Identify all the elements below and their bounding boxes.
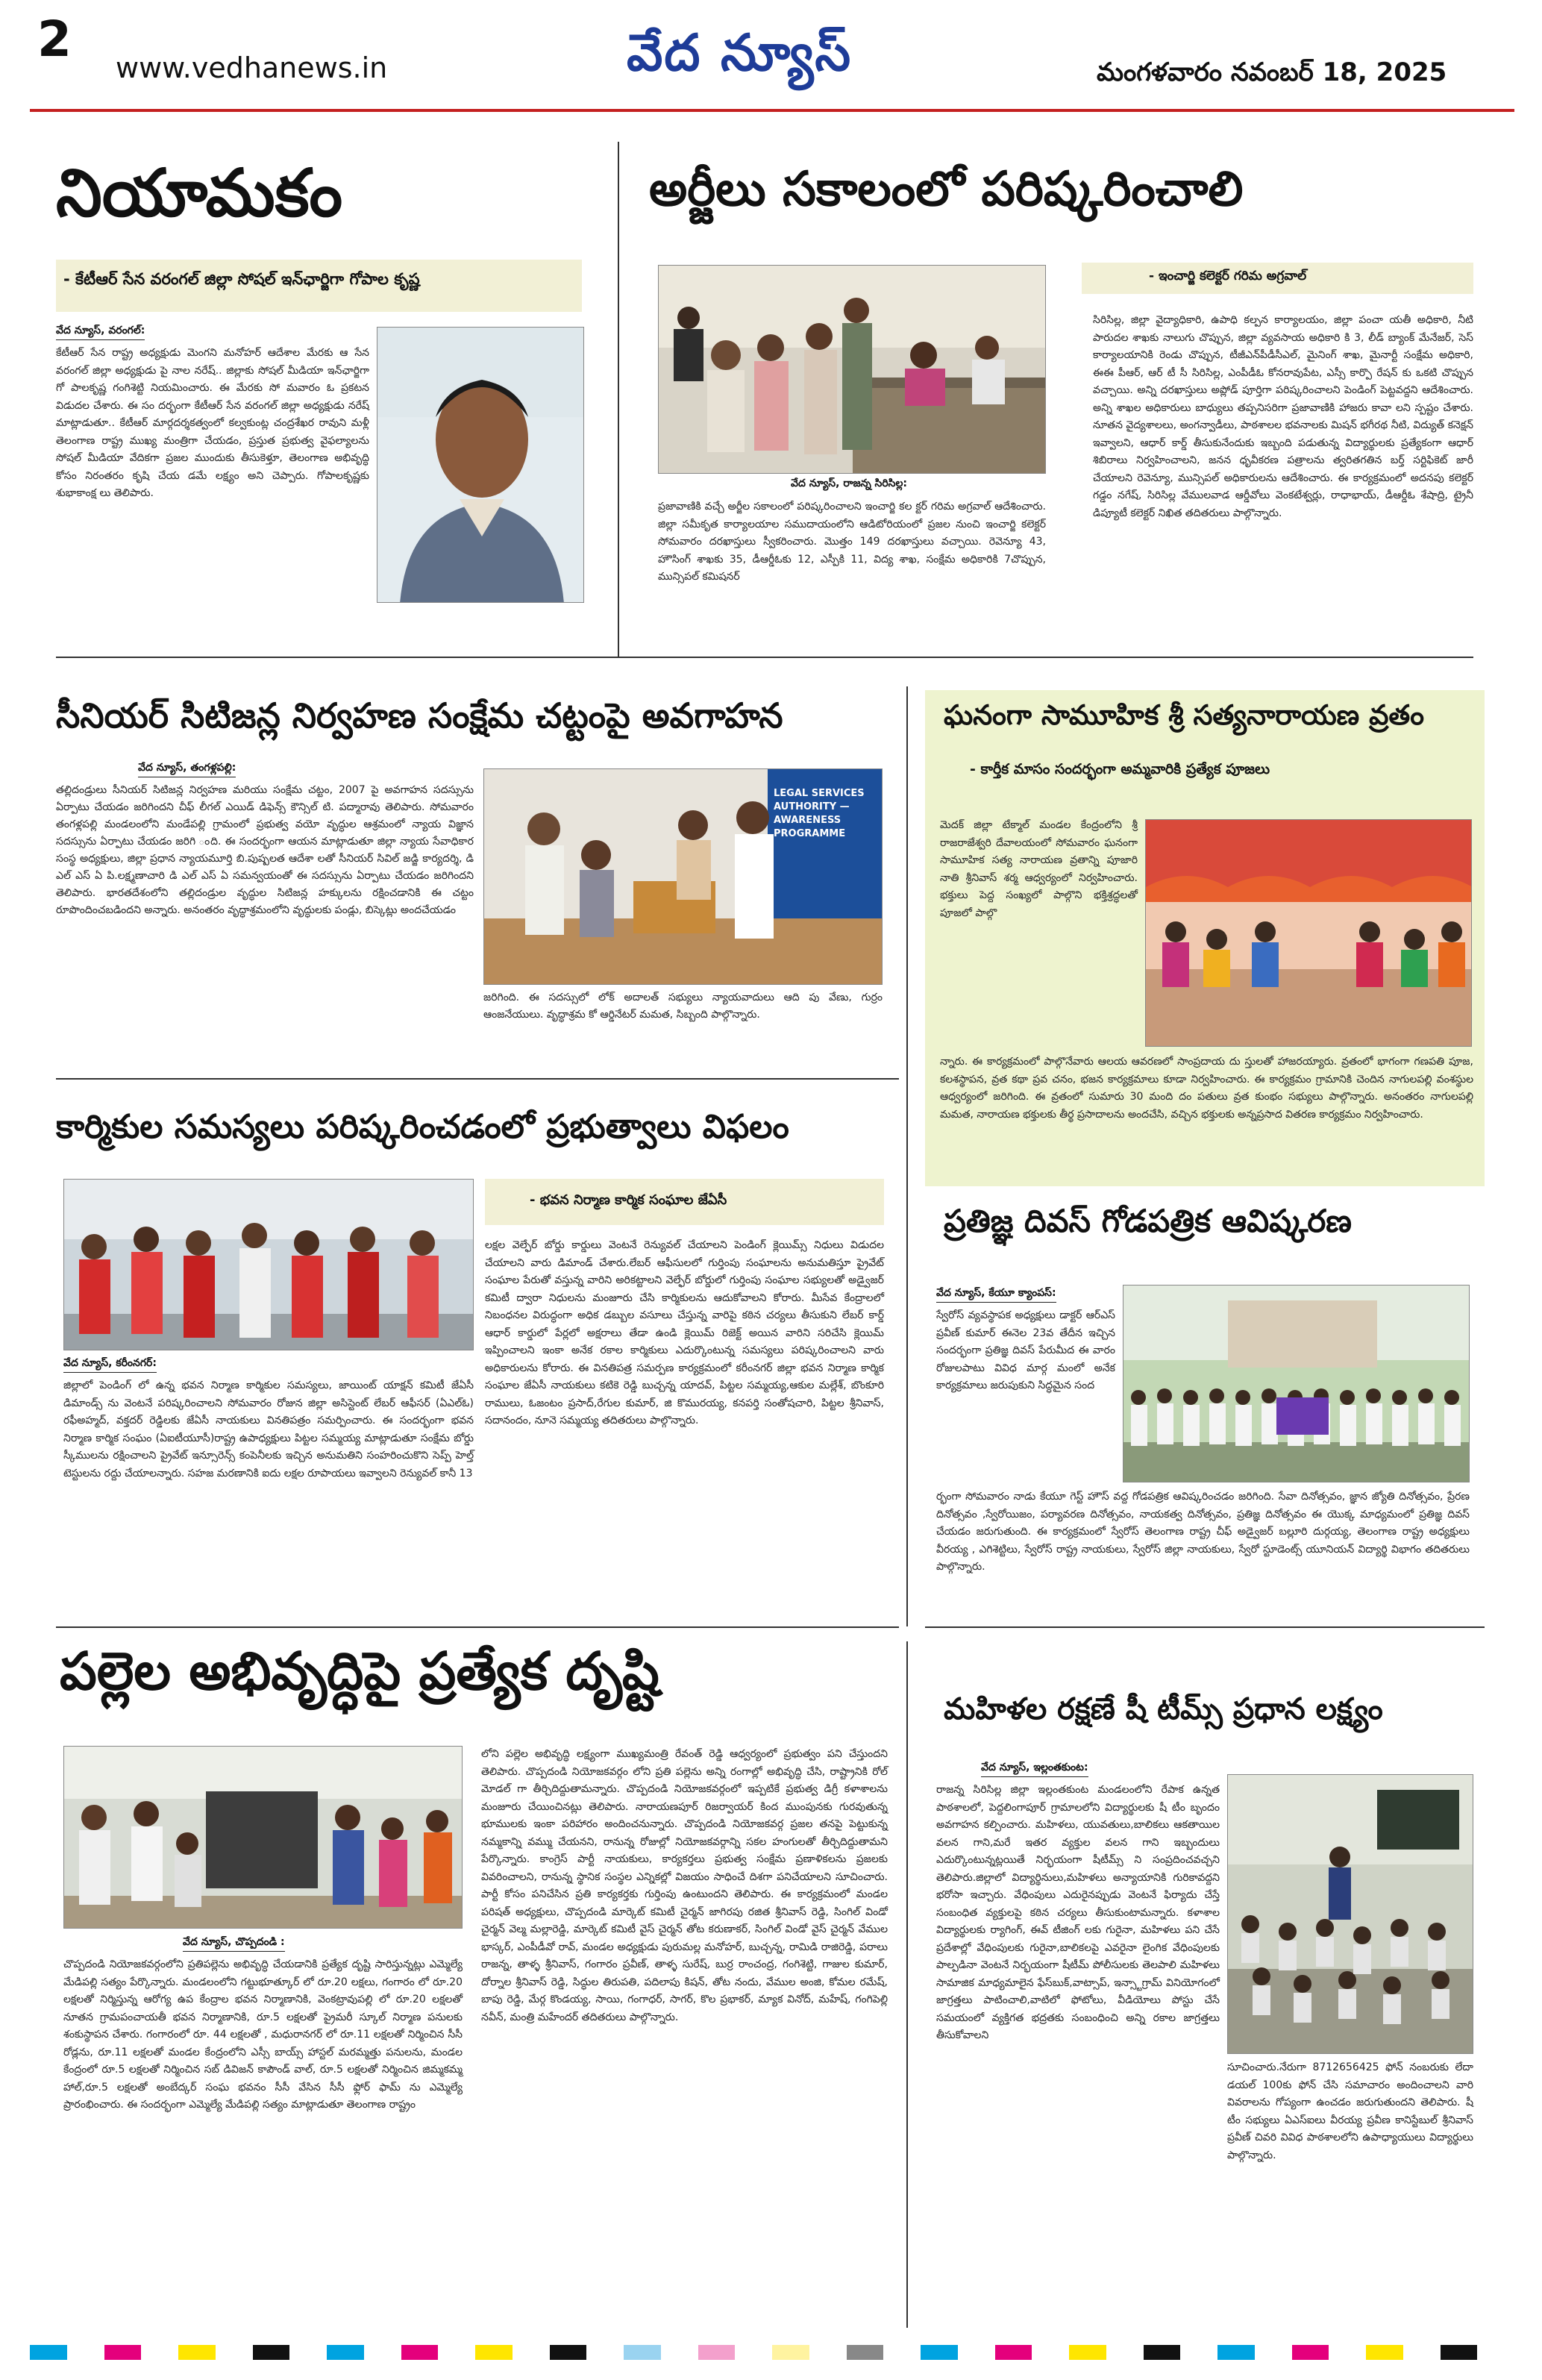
- senior-text: [56, 760, 474, 919]
- villages-body-left: చొప్పదండి నియోజకవర్గంలోని ప్రతిపల్లెను అభివృద్ధి చేయడానికి ప్రత్యేక దృష్టి సారిస్తున్నట్లు ఎమ్మెల్యే మేడిపల్లి సత్యం పేర్కొన్నారు. మండలంలోని గట్టుభూత్కూర్ లో రూ.20 లక్షలు, గంగారం లో రూ.20 లక్షలతో నిర్మిస్తున్న ఆరోగ్య ఉప కేంద్రాల భవన నిర్మాణానికి, వెంకట్రావుపల్లి లో రూ.20 లక్షలతో నూతన గ్రామపంచాయతీ భవన నిర్మాణానికి, రూ.5 లక్షలతో ప్రైమరీ స్కూల్ నిర్మాణ పనులకు శంకుస్థాపన చేశారు. గంగారంలో రూ. 44 లక్షలతో , మధురానగర్ లో రూ.11 లక్షలతో నిర్మించిన సీసీ రోడ్లను, రూ.11 లక్షలతో మండల కేంద్రంలోని ఎస్సీ బాయ్స్ హాస్టల్ మరమ్మత్తు పనులను, మండల కేంద్రంలో రూ.5 లక్షలతో నిర్మించిన సబ్ డివిజన్ కాపౌండ్ వాల్, రూ.5 లక్షలతో నిర్మించిన జిమ్మకమ్మ హాల్,రూ.5 లక్షలతో అంబేద్కర్ సంఘ భవనం సీసీ వేసిన సీసీ ఫ్లోర్ ఫామ్ ను ఎమ్మెల్యే ప్రారంభించారు. ఈ సందర్భంగా ఎమ్మెల్యే మేడిపల్లి సత్యం మాట్లాడుతూ తెలంగాణ రాష్ట్రం: [63, 1958, 463, 2111]
- grievance-subhead: - ఇంచార్జి కలెక్టర్ గరిమ అగ్రవాల్: [1082, 263, 1473, 294]
- grievance-photo: [658, 265, 1046, 474]
- grievance-body-left: ప్రజావాణికి వచ్చే అర్జీల సకాలంలో పరిష్కరించాలని ఇంచార్జి కల క్టర్ గరిమ అగ్రవాల్ ఆదేశించారు. జిల్లా సమీకృత కార్యాలయాల సముదాయంలోని ఆడిటోరియంలో ప్రజల నుంచి ఇంచార్జి కలెక్టర్ సోమవారం దరఖాస్తులు స్వీకరించారు. మొత్తం 149 దరఖాస్తులు వచ్చాయి. రెవెన్యూ 43, హౌసింగ్ శాఖకు 35, డీఆర్డీఓకు 12, ఎస్పీకి 11, విద్య శాఖ, సంక్షేమ అధికారికి 7చొప్పున, మున్సిపల్ కమిషనర్: [658, 501, 1046, 583]
- pledge-body-wrap: స్వేరోస్ వ్యవస్థాపక అధ్యక్షులు డాక్టర్ ఆర్ఎస్ ప్రవీణ్ కుమార్ ఈనెల 23వ తేదీన ఇచ్చిన సందర్భంగా ప్రతిజ్ఞ దివస్ పేరుమీద ఈ వారం రోజులపాటు వివిధ మార్గ మంలో అనేక కార్యక్రమాలు జరుపుకుని సిద్ధమైన సంద: [936, 1309, 1115, 1391]
- row-divider: [56, 1078, 899, 1080]
- she-teams-text: [936, 1759, 1220, 2045]
- senior-dateline: వేద న్యూస్, తంగళ్లపల్లి:: [138, 762, 236, 777]
- she-teams-body-left: రాజన్న సిరిసిల్ల జిల్లా ఇల్లంతకుంట మండలంలోని రేపాక ఉన్నత పాఠశాలలో, పెద్దలింగాపూర్ గ్రామాలలోని విద్యార్థులకు షీ టీం బృందం అవగాహన కల్పించారు. మహిళలు, యువతులు,బాలికలు ఆకతాయిల వలన గాని,మరే ఇతర వ్యక్తుల వలన గాని ఇబ్బందులు ఎదుర్కొంటున్నట్లయితే నిర్భయంగా షీటీమ్స్ ని సంప్రదించవచ్చని తెలిపారు.జిల్లాలో విద్యార్థినులు,మహిళలు అన్యాయానికి గురికావద్దని భరోసా ఇచ్చారు. వేధింపులు ఎదురైనప్పుడు వెంటనే ఫిర్యాదు చేస్తే సంబంధిత వ్యక్తులపై కఠిన చర్యలు తీసుకుంటామన్నారు. కళాశాల విద్యార్థులకు ర్యాగింగ్, ఈవ్ టీజింగ్ లకు గురైనా, మహిళలు పని చేసే ప్రదేశాల్లో వేధింపులకు గురైనా,బాలికలపై ఎవరైనా లైంగిక వేధింపులకు పాల్పడినా వెంటనే నిర్భయంగా షీటీమ్ పోలీసులకు తెలపాలి మహిళలు సామాజిక మాధ్యమాలైన ఫేస్‌బుక్,వాట్సాప్, ఇన్స్టాగ్రామ్ వినియోగంలో జాగ్రత్తలు పాటించాలి,వాటిలో ఫోటోలు, వీడియోలు పోస్టు చేసే సమయంలో వ్యక్తిగత భద్రతకు సంబంధించి అన్ని రకాల జాగ్రత్తలు తీసుకోవాలని: [936, 1784, 1220, 2041]
- appointment-dateline: వేద న్యూస్, వరంగల్:: [56, 325, 145, 340]
- she-teams-photo: [1227, 1774, 1473, 2054]
- workers-photo: [63, 1179, 474, 1350]
- workers-text: [63, 1355, 474, 1482]
- senior-body: తల్లిదండ్రులు సీనియర్ సిటిజన్ల నిర్వహణ మరియు సంక్షేమ చట్టం, 2007 పై అవగాహన సదస్సును ఏర్పాటు చేయడం జరిగిందని చీఫ్ లీగల్ ఎయిడ్ డిఫెన్స్ కౌన్సిల్ టి. పద్మారావు తెలిపారు. సోమవారం తంగళ్లపల్లి మండలంలోని మండేపల్లి గ్రామంలో ప్రభుత్వ వయో వృద్ధుల ఆశ్రమంలో న్యాయ విజ్ఞాన సదస్సును ఏర్పాటు చేయడం జరిగి ంది. ఈ సందర్భంగా ఆయన మాట్లాడుతూ జిల్లా న్యాయ సేవాధికార సంస్థ అధ్యక్షులు, జిల్లా ప్రధాన న్యాయమూర్తి బి.పుష్పలత ఆదేశా లతో సీనియర్ సివిల్ జడ్జి కార్యదర్శి, డి ఎల్ ఎస్ ఏ పి.లక్ష్మణాచారి డి ఎల్ ఎస్ ఏ సమన్వయంతో ఈ సదస్సును ఏర్పాటు చేయడం జరిగిందని తెలిపారు. భారతదేశంలోని తల్లిదండ్రుల వృద్ధుల సిటిజన్ల హక్కులను రక్షించడానికి ఈ చట్టం రూపొందించబడిందని అన్నారు. అనంతరం వృద్ధాశ్రమంలోని వృద్ధులకు పండ్లు, బిస్కెట్లు అందచేయడం: [56, 784, 474, 916]
- villages-text: [63, 1934, 463, 2114]
- senior-banner-text: LEGAL SERVICES AUTHORITY — AWARENESS PROGRAMME: [774, 788, 865, 839]
- row-divider: [56, 657, 1473, 658]
- workers-subhead: - భవన నిర్మాణ కార్మిక సంఘాల జేఏసీ: [485, 1179, 884, 1225]
- satyanarayana-headline: ఘనంగా సామూహిక శ్రీ సత్యనారాయణ వ్రతం: [944, 699, 1424, 731]
- villages-dateline: వేద న్యూస్, చొప్పదండి :: [183, 1936, 285, 1952]
- row-divider: [56, 1626, 899, 1628]
- row-divider: [925, 1626, 1485, 1628]
- pledge-dateline: వేద న్యూస్, కేయూ క్యాంపస్:: [936, 1287, 1056, 1303]
- satyanarayana-body-wrap: మెదక్ జిల్లా టేక్మాల్ మండల కేంద్రంలోని శ్రీ రాజరాజేశ్వరి దేవాలయంలో సోమవారం ఘనంగా సామూహిక సత్య నారాయణ వ్రతాన్ని పూజారి నాతి శ్రీనివాస్ శర్మ ఆధ్వర్యంలో నిర్వహించారు. భక్తులు పెద్ద సంఖ్యలో పాల్గొని భక్తిశ్రద్ధలతో పూజలో పాల్గొ: [940, 819, 1138, 919]
- satyanarayana-photo: [1145, 819, 1472, 1047]
- senior-headline: సీనియర్ సిటిజన్ల నిర్వహణ సంక్షేమ చట్టంపై అవగాహన: [56, 695, 783, 736]
- appointment-text: [56, 322, 369, 503]
- senior-photo: [483, 768, 883, 985]
- grievance-body-right: సిరిసిల్ల, జిల్లా వైద్యాధికారి, ఉపాధి కల్పన కార్యాలయం, జిల్లా పంచా యతీ అధికారి, నీటి పారుదల శాఖకు నాలుగు చొప్పున, జిల్లా వ్యవసాయ అధికారి కి 3, లీడ్ బ్యాంక్ మేనేజర్, సెస్ కార్యాలయానికి రెండు చొప్పున, టీజీఎన్‌పీడీసీఎల్, మైనింగ్ శాఖ, మైనార్టీ సంక్షేమ అధికారి, ఈఈ పీఆర్, ఆర్ టీ సీ సిరిసిల్ల, ఎంపీడీఓ కోనరావుపేట, ఎస్సీ కార్పొ రేషన్ కు ఒకటి చొప్పున వచ్చాయి. అన్ని దరఖాస్తులు అప్లోడ్ పూర్తిగా పరిష్కరించాలని పెండింగ్ పెట్టవద్దని ఆదేశించారు. అన్ని శాఖల అధికారులు బాధ్యులు తప్పనిసరిగా ప్రజావాణికి హాజరు కావా లని స్పష్టం చేశారు. నూతన వైద్యశాలలు, అంగన్వాడీలు, పాఠశాలల భవనాలకు మిషన్ భగీరథ నీటి, విద్యుత్ కనెక్షన్ ఇవ్వాలని, ఆధార్ కార్డ్ తీసుకునేందుకు ఇబ్బంది పడుతున్న విద్యార్థులకు ప్రత్యేకంగా ఆధార్ శిబిరాలు నిర్వహించాలని, జనన ధృవీకరణ పత్రాలను త్వరితగతిన బర్త్ సర్టిఫికెట్ జారీ చేయాలని రెవెన్యూ, మున్సిపల్ అధికారులను ఆదేశించారు. ఈ కార్యక్రమంలో అదనపు కలెక్టర్ గడ్డం నగేష్, సిరిసిల్ల వేములవాడ ఆర్డీవోలు వెంకటేశ్వర్లు, రాధాభాయ్, డీఆర్డీఓ శేషాద్రి, ట్రైనీ డిప్యూటీ కలెక్టర్ నిఖిత తదితరులు పాల్గొన్నారు.: [1093, 314, 1473, 519]
- appointment-subhead: - కేటీఆర్ సేన వరంగల్ జిల్లా సోషల్ ఇన్‌ఛార్జిగా గోపాల కృష్ణ: [56, 260, 582, 312]
- villages-headline: పల్లెల అభివృద్ధిపై ప్రత్యేక దృష్టి: [60, 1641, 659, 1702]
- column-divider: [906, 686, 908, 1626]
- villages-body-right: లోని పల్లెల అభివృద్ధి లక్ష్యంగా ముఖ్యమంత్రి రేవంత్ రెడ్డి ఆధ్వర్యంలో ప్రభుత్వం పని చేస్తుందని తెలిపారు. చొప్పదండి నియోజకవర్గం లోని ప్రతి పల్లెను అన్ని రంగాల్లో అభివృద్ధి చేసి, రాష్ట్రానికి రోల్ మోడల్ గా తీర్చిదిద్దుతామన్నారు. చొప్పదండి నియోజకవర్గంలో ఇప్పటికే ప్రభుత్వ డిగ్రీ కళాశాలను మంజూరు చేయించినట్లు తెలిపారు. నారాయణపూర్ రిజర్వాయర్ కింద ముంపునకు గురవుతున్న భూములకు ఇంకా పరిహారం అందించనున్నారు. చొప్పదండి నియోజకవర్గ ప్రజల తనపై పెట్టుకున్న నమ్మకాన్ని వమ్ము చేయనని, రానున్న రోజుల్లో నియోజకవర్గాన్ని సకల హంగులతో తీర్చిదిద్దుతామని పేర్కొన్నారు. కాంగ్రెస్ పార్టీ నాయకులు, కార్యకర్తలు ప్రభుత్వ సంక్షేమ ప్రణాళికలను ప్రజలకు వివరించాలని, రానున్న స్థానిక సంస్థల ఎన్నికల్లో విజయం సాధించే దిశగా పనిచేయాలని సూచించారు. పార్టీ కోసం పనిచేసిన ప్రతి కార్యకర్తకు గుర్తింపు ఉంటుందని తెలిపారు. ఈ కార్యక్రమంలో మండల పరిషత్ అధ్యక్షులు, చొప్పదండి మార్కెట్ కమిటీ చైర్మన్ జాగిరపు రజిత శ్రీనివాస్ రెడ్డి, సింగిల్ విండో చైర్మన్ వెల్మ మల్లారెడ్డి, మార్కెట్ కమిటీ వైస్ చైర్మన్ తోట కరుణాకర్, సింగిల్ విండో వైస్ చైర్మన్ వేముల భాస్కర్, ఎంపీడీవో రావ్, మండల అధ్యక్షుడు పురుమల్ల మనోహర్, బుచ్చన్న, రామిడి రాజిరెడ్డి, పరాలు రాజన్న, తాళ్ళ శ్రీనివాస్, గంగారం ప్రవీణ్, తాళ్ళ సురేష్, బుర్ర రాంచంద్ర, గంగిశెట్టి, గాజుల కుమార్, దోర్నాల శ్రీనివాస్ రెడ్డి, సిద్ధుల తిరుపతి, పదిలాపు కిషన్, తోట నందు, వేముల అంజి, కోమల రమేష్, బాపు రెడ్డి, మేర్గ కొండయ్య, సాయి, గంగాధర్, సాగర్, కొల ప్రభాకర్, మ్యాక వినోద్, మహేష్, గంగిపెల్లి నవీన్, మంత్రి మహేందర్ తదితరులు పాల్గొన్నారు.: [481, 1748, 888, 2023]
- grievance-photo-caption: వేద న్యూస్, రాజన్న సిరిసిల్ల:: [791, 477, 908, 489]
- page-number: 2: [37, 10, 72, 68]
- senior-body-end: జరిగింది. ఈ సదస్సులో లోక్ అదాలత్ సభ్యులు న్యాయవాదులు ఆది పు వేణు, గుర్రం ఆంజనేయులు. వృద్ధాశ్రమ కో ఆర్డినేటర్ మమత, సిబ్బంది పాల్గొన్నారు.: [483, 992, 883, 1021]
- appointment-headline: నియామకం: [56, 154, 343, 231]
- appointment-photo: [377, 327, 584, 603]
- issue-date: మంగళవారం నవంబర్ 18, 2025: [1097, 57, 1447, 87]
- appointment-body: కేటీఆర్ సేన రాష్ట్ర అధ్యక్షుడు మెంగని మనోహర్ ఆదేశాల మేరకు ఆ సేన వరంగల్ జిల్లా అధ్యక్షుడు పై నాల నరేష్.. జిల్లాకు సోషల్ మీడియా ఇన్‌ఛార్జిగా గో పాలకృష్ణ గంగిశెట్టి నియమించారు. ఈ మేరకు సో మవారం ఓ ప్రకటన విడుదల చేశారు. ఈ సం దర్భంగా కేటీఆర్ సేన వరంగల్ జిల్లా అధ్యక్షుడు నరేష్ మాట్లాడుతూ.. కేటీఆర్ మార్గదర్శకత్వంలో కల్వకుంట్ల చంద్రశేఖర రావుని మళ్లీ తెలంగాణ రాష్ట్ర ముఖ్య మంత్రిగా చేయడం, ప్రస్తుత ప్రభుత్వ వైఫల్యాలను సోషల్ మీడియా వేదికగా ప్రజల ముందుకు తీసుకెళ్తూ, తెలంగాణ అభివృద్ధి కోసం నిరంతరం కృషి చేయ డమే లక్ష్యం అని చెప్పారు. గోపాలకృష్ణకు శుభాకాంక్ష లు తెలిపారు.: [56, 347, 369, 499]
- header-rule: [30, 109, 1514, 112]
- workers-headline: కార్మికుల సమస్యలు పరిష్కరించడంలో ప్రభుత్వాలు విఫలం: [56, 1108, 789, 1146]
- she-teams-dateline: వేద న్యూస్, ఇల్లంతకుంట:: [981, 1761, 1088, 1777]
- villages-photo: [63, 1746, 463, 1929]
- pledge-photo: [1123, 1285, 1470, 1482]
- satyanarayana-body: న్నారు. ఈ కార్యక్రమంలో పాల్గొనేవారు ఆలయ ఆవరణలో సాంప్రదాయ దు స్తులతో హాజరయ్యారు. వ్రతంలో భాగంగా గణపతి పూజ, కలశస్థాపన, వ్రత కథా ప్రవ చనం, భజన కార్యక్రమాలు కూడా నిర్వహించారు. ఈ కార్యక్రమం గ్రామానికి చెందిన నాగులపల్లి వంశస్థుల ఆధ్వర్యంలో జరిగింది. ఈ వ్రతంలో సుమారు 30 మంది దం పతులు వ్రత కుంభం సభ్యులు పాల్గొన్నారు. అనంతరం నాగులపల్లి మమత, నారాయణ భక్తులకు తీర్థ ప్రసాదాలను అందచేసి, వచ్చిన భక్తులకు అన్నప్రసాద వితరణ కార్యక్రమం నిర్వహించారు.: [940, 1056, 1473, 1121]
- site-url[interactable]: www.vedhanews.in: [116, 51, 388, 84]
- brand-logo: వేద న్యూస్: [627, 24, 853, 83]
- workers-body-left: జిల్లాలో పెండింగ్ లో ఉన్న భవన నిర్మాణ కార్మికుల సమస్యలు, జాయింట్ యాక్షన్ కమిటీ జేఏసీ డిమాండ్స్ ను వెంటనే పరిష్కరించాలని సోమవారం రోజున జిల్లా అసిస్టెంట్ లేబర్ ఆఫీసర్ (ఏఎల్ఓ) రఫీఅహ్మద్, వక్తదర్ రెడ్డిలకు జేఏసీ నాయకులు వినతిపత్రం సమర్పించారు. ఈ సందర్భంగా భవన నిర్మాణ కార్మిక సంఘం (ఏఐటీయూసీ)రాష్ట్ర ఉపాధ్యక్షులు పిట్టల సమ్మయ్య మాట్లాడుతూ సంక్షేమ బోర్డు స్కీములను రక్షించాలని ప్రైవేట్ ఇన్సూరెన్స్ కంపెనీలకు ఇచ్చిన అనుమతిని సంహరించుకొని సెప్ప్ హెల్త్ టెస్టులను రద్దు చేయాలన్నారు. సహజ మరణానికి ఐదు లక్షల రూపాయలు ఇవ్వాలని రెన్యువల్ కానీ 13: [63, 1380, 474, 1479]
- grievance-headline: అర్జీలు సకాలంలో పరిష్కరించాలి: [649, 162, 1244, 217]
- pledge-headline: ప్రతిజ్ఞ దివస్ గోడపత్రిక ఆవిష్కరణ: [944, 1203, 1352, 1239]
- workers-dateline: వేద న్యూస్, కరీంనగర్:: [63, 1357, 157, 1373]
- column-divider: [906, 1641, 908, 2328]
- print-color-bar: [30, 2345, 1514, 2360]
- satyanarayana-subhead: - కార్తీక మాసం సందర్భంగా అమ్మవారికి ప్రత్యేక పూజలు: [970, 761, 1270, 777]
- she-teams-headline: మహిళల రక్షణే షీ టీమ్స్ ప్రధాన లక్ష్యం: [944, 1692, 1383, 1726]
- workers-body-right: లక్షల వెల్ఫేర్ బోర్డు కార్డులు వెంటనే రెన్యువల్ చేయాలని పెండింగ్ క్లెయిమ్స్ నిధులు విడుదల చేయాలని వారు డిమాండ్ చేశారు.లేబర్ ఆఫీసులలో గుర్తింపు సంఘాలను అనుమతిస్తూ ప్రైవేట్ సంఘాల పేరుతో వస్తున్న వారిని అరికట్టాలని వెల్ఫేర్ బోర్డులో గుర్తింపు సంఘాల సభ్యులతో అడ్వైజర్ కమిటీ ద్వారా నిధులను మంజూరు చేసి కార్మికులను ఆదుకోవాలని కోరారు. మీసేవ కేంద్రాలలో నిబంధనల విరుద్ధంగా అధిక డబ్బుల వసూలు చేస్తున్న వారిపై కఠిన చర్యలు తీసుకుని లేబర్ కార్డ్ ఆధార్ కార్డులో పేర్లలో అక్షరాలు తేడా ఉండి క్లెయిమ్ రిజెక్ట్ అయిన వారిని సరిచేసి క్లెయిమ్ ఇప్పించాలని ఇంకా అనేక రకాల కార్మికులు ఎదుర్కొంటున్న సమస్యలు పరిష్కరించాలని వారు అధికారులను కోరారు. ఈ వినతిపత్ర సమర్పణ కార్యక్రమంలో కరీంనగర్ జిల్లా భవన నిర్మాణ కార్మిక సంఘాల జేఏసీ నాయకులు కటికె రెడ్డి బుచ్చన్న యాదవ్, పిట్టల సమ్మయ్య,ఆకుల మల్లేశ్, బొంకూరి రాములు, ఓజంటం ప్రసాద్,రేగుల కుమార్, జి కొమురయ్య, కనపర్తి సంతోషచారి, పిట్టల శ్రీనివాస్, సదానందం, నూనె సమ్మయ్య తదితరులు పాల్గొన్నారు.: [485, 1239, 884, 1427]
- pledge-body: ర్భంగా సోమవారం నాడు కేయూ గెస్ట్ హౌస్ వద్ద గోడపత్రిక ఆవిష్కరించడం జరిగింది. సేవా దినోత్సవం, జ్ఞాన జ్యోతి దినోత్సవం, ప్రేరణ దినోత్సవం ,స్వేరోయిజం, పర్యావరణ దినోత్సవం, నాయకత్వ దినోత్సవం, ప్రతిజ్ఞ దినోత్సవం ఈ యొక్క మాధ్యమంలో ప్రతిజ్ఞ దివస్ చేయడం జరుగుతుంది. ఈ కార్యక్రమంలో స్వేరోస్ తెలంగాణ రాష్ట్ర చీఫ్ అడ్వైజర్ బల్లూరి దుర్గయ్య, తెలంగాణ రాష్ట్ర అధ్యక్షులు వీరయ్య , ఎగిశెట్టిలు, స్వేరోస్ రాష్ట్ర నాయకులు, స్వేరోస్ జిల్లా నాయకులు, స్వేరో స్టూడెంట్స్ యూనియన్ విద్యార్థి విభాగం తదితరులు పాల్గొన్నారు.: [936, 1491, 1470, 1573]
- she-teams-body-right: సూచించారు.నేరుగా 8712656425 ఫోన్ నంబరుకు లేదా డయల్ 100కు ఫోన్ చేసి సమాచారం అందించాలని వారి వివరాలను గోప్యంగా ఉంచడం జరుగుతుందని తెలిపారు. షీ టీం సభ్యులు ఏఎస్ఐలు వీరయ్య ప్రవీణ కానిస్టేబుల్ శ్రీనివాస్ ప్రవీణ్ చివరి వివిధ పాఠశాలలోని ఉపాధ్యాయులు విద్యార్థులు పాల్గొన్నారు.: [1227, 2061, 1473, 2161]
- pledge-text: [936, 1285, 1115, 1395]
- column-divider: [618, 142, 619, 657]
